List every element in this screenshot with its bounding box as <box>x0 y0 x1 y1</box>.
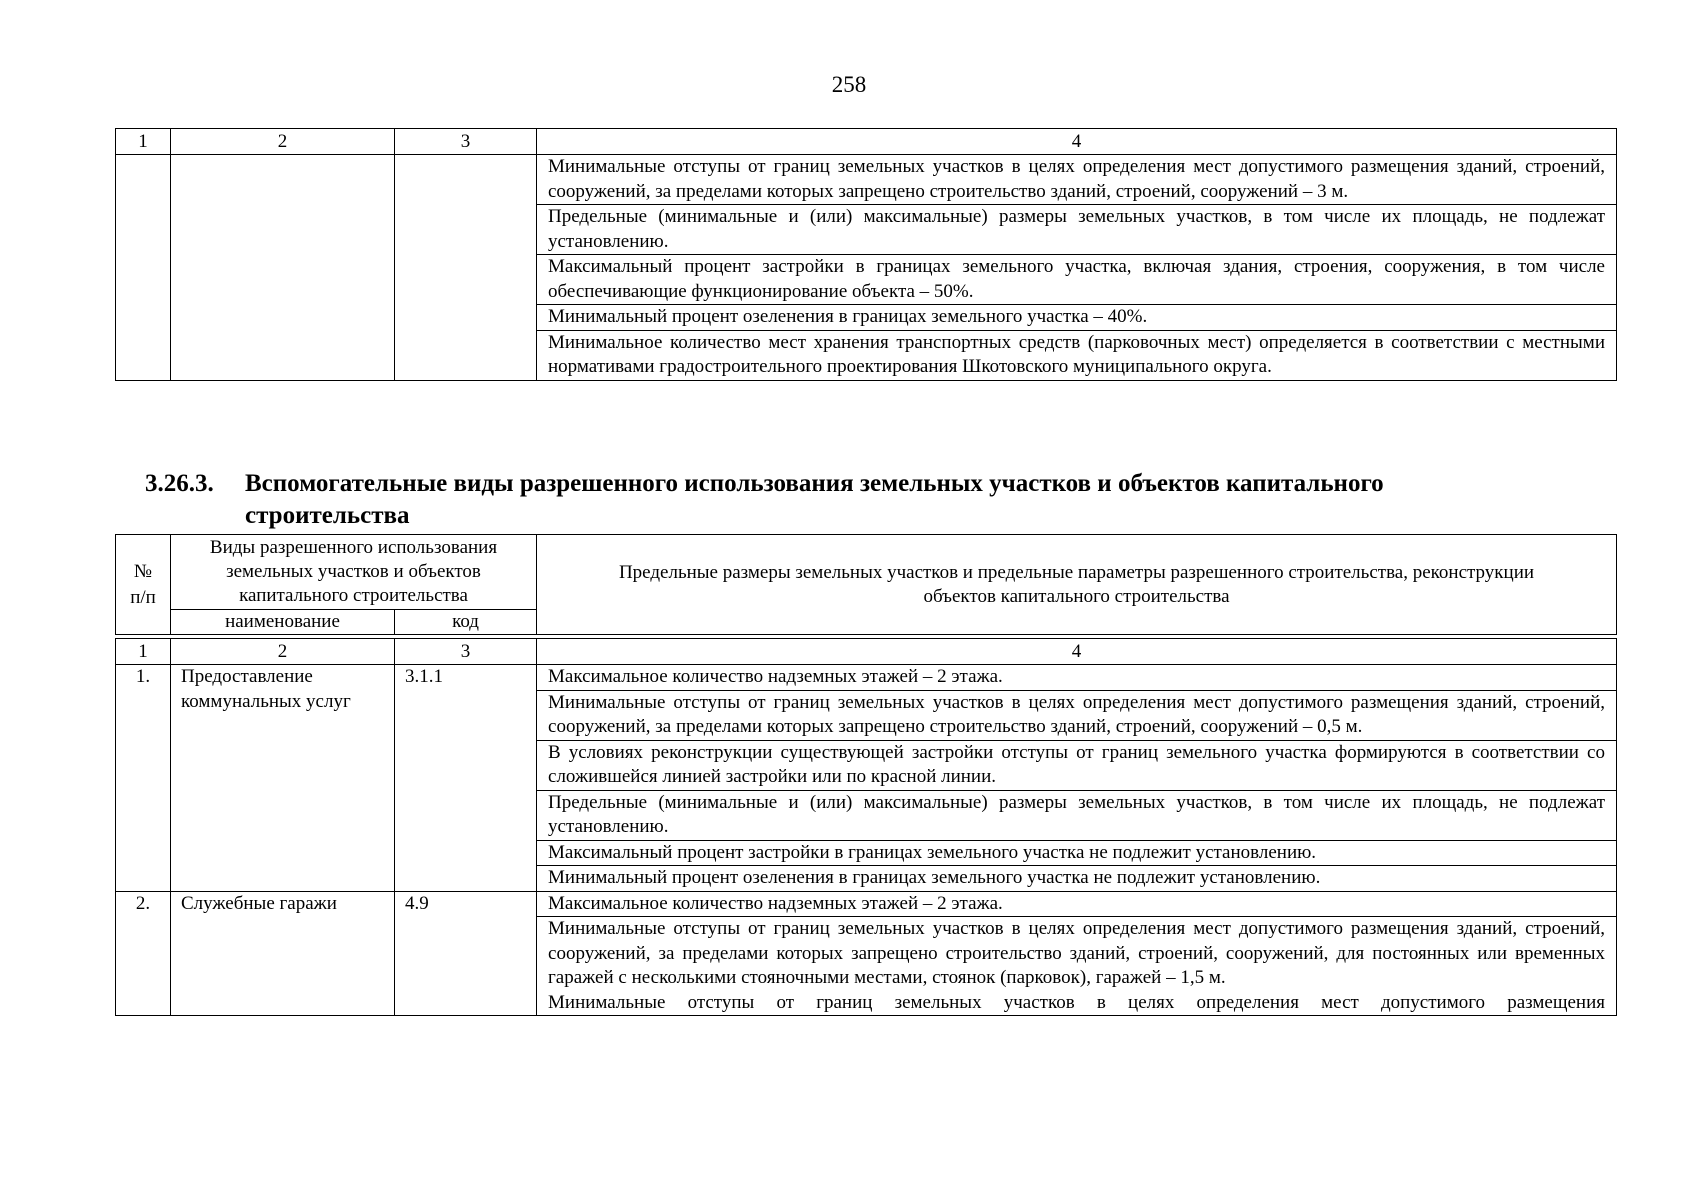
item-name: Служебные гаражи <box>171 891 395 1016</box>
item-index: 2. <box>116 891 171 1016</box>
table-auxiliary-uses <box>115 534 1617 1016</box>
parameter-cell: Максимальный процент застройки в границах земельного участка не подлежит установлению. <box>537 840 1617 866</box>
item-index: 1. <box>116 665 171 892</box>
item-code: 3.1.1 <box>395 665 537 892</box>
table-row <box>116 891 1617 917</box>
parameter-cell: Минимальные отступы от границ земельных участков в целях определения мест допустимого размещения зданий, строений, сооружений, за пределами которых запрещено строительство зданий, строений, сооружений – 0,5 м. <box>537 690 1617 740</box>
parameter-cell: Минимальное количество мест хранения транспортных средств (парковочных мест) определяется в соответствии с местными нормативами градостроительного проектирования Шкотовского муниципального округа. <box>537 330 1617 380</box>
table-continuation <box>115 128 1617 381</box>
page-number: 258 <box>831 72 867 97</box>
column-number-row <box>116 129 1617 155</box>
table-row <box>116 665 1617 691</box>
col-number: 2 <box>171 639 395 665</box>
parameter-cell: Предельные (минимальные и (или) максимальные) размеры земельных участков, в том числе их площадь, не подлежат установлению. <box>537 205 1617 255</box>
col-number: 3 <box>395 639 537 665</box>
column-number-row <box>116 639 1617 665</box>
parameter-cell: Предельные (минимальные и (или) максимальные) размеры земельных участков, в том числе их площадь, не подлежат установлению. <box>537 790 1617 840</box>
col-number: 4 <box>537 639 1617 665</box>
header-code: код <box>395 610 537 635</box>
section-title-continuation: строительства <box>245 502 410 529</box>
table-row <box>116 155 1617 205</box>
col-number: 4 <box>537 129 1617 155</box>
table-header-row <box>116 535 1617 610</box>
parameter-cell: Максимальное количество надземных этажей – 2 этажа. <box>537 665 1617 691</box>
header-name: наименование <box>171 610 395 635</box>
empty-cell <box>116 155 171 381</box>
col-number: 1 <box>116 129 171 155</box>
parameter-cell: Минимальные отступы от границ земельных участков в целях определения мест допустимого размещения зданий, строений, сооружений, за пределами которых запрещено строительство зданий, строений, сооружений, для постоянных или временных гаражей с несколькими стояночными местами, стоянок (парковок), гаражей – 1,5 м. <box>537 917 1617 991</box>
section-number: 3.26.3. <box>145 470 214 497</box>
empty-cell <box>171 155 395 381</box>
parameter-cell: Минимальный процент озеленения в границах земельного участка не подлежит установлению. <box>537 866 1617 892</box>
empty-cell <box>395 155 537 381</box>
parameter-cell: В условиях реконструкции существующей застройки отступы от границ земельного участка формируются в соответствии со сложившейся линией застройки или по красной линии. <box>537 740 1617 790</box>
section-heading <box>145 468 1617 532</box>
header-limits: Предельные размеры земельных участков и предельные параметры разрешенного строительства, реконструкции объектов капитального строительства <box>537 535 1617 635</box>
section-title: Вспомогательные виды разрешенного использования земельных участков и объектов капитального <box>245 470 1384 497</box>
parameter-cell: Минимальные отступы от границ земельных участков в целях определения мест допустимого размещения <box>537 991 1617 1016</box>
parameter-cell: Максимальное количество надземных этажей – 2 этажа. <box>537 891 1617 917</box>
parameter-cell: Минимальный процент озеленения в границах земельного участка – 40%. <box>537 305 1617 331</box>
col-number: 2 <box>171 129 395 155</box>
item-name: Предоставление коммунальных услуг <box>171 665 395 892</box>
header-index: № п/п <box>116 535 171 635</box>
header-kinds: Виды разрешенного использования земельных участков и объектов капитального строительства <box>171 535 537 610</box>
parameter-cell: Максимальный процент застройки в границах земельного участка, включая здания, строения, сооружения, в том числе обеспечивающие функционирование объекта – 50%. <box>537 255 1617 305</box>
item-code: 4.9 <box>395 891 537 1016</box>
col-number: 1 <box>116 639 171 665</box>
parameter-cell: Минимальные отступы от границ земельных участков в целях определения мест допустимого размещения зданий, строений, сооружений, за пределами которых запрещено строительство зданий, строений, сооружений – 3 м. <box>537 155 1617 205</box>
col-number: 3 <box>395 129 537 155</box>
